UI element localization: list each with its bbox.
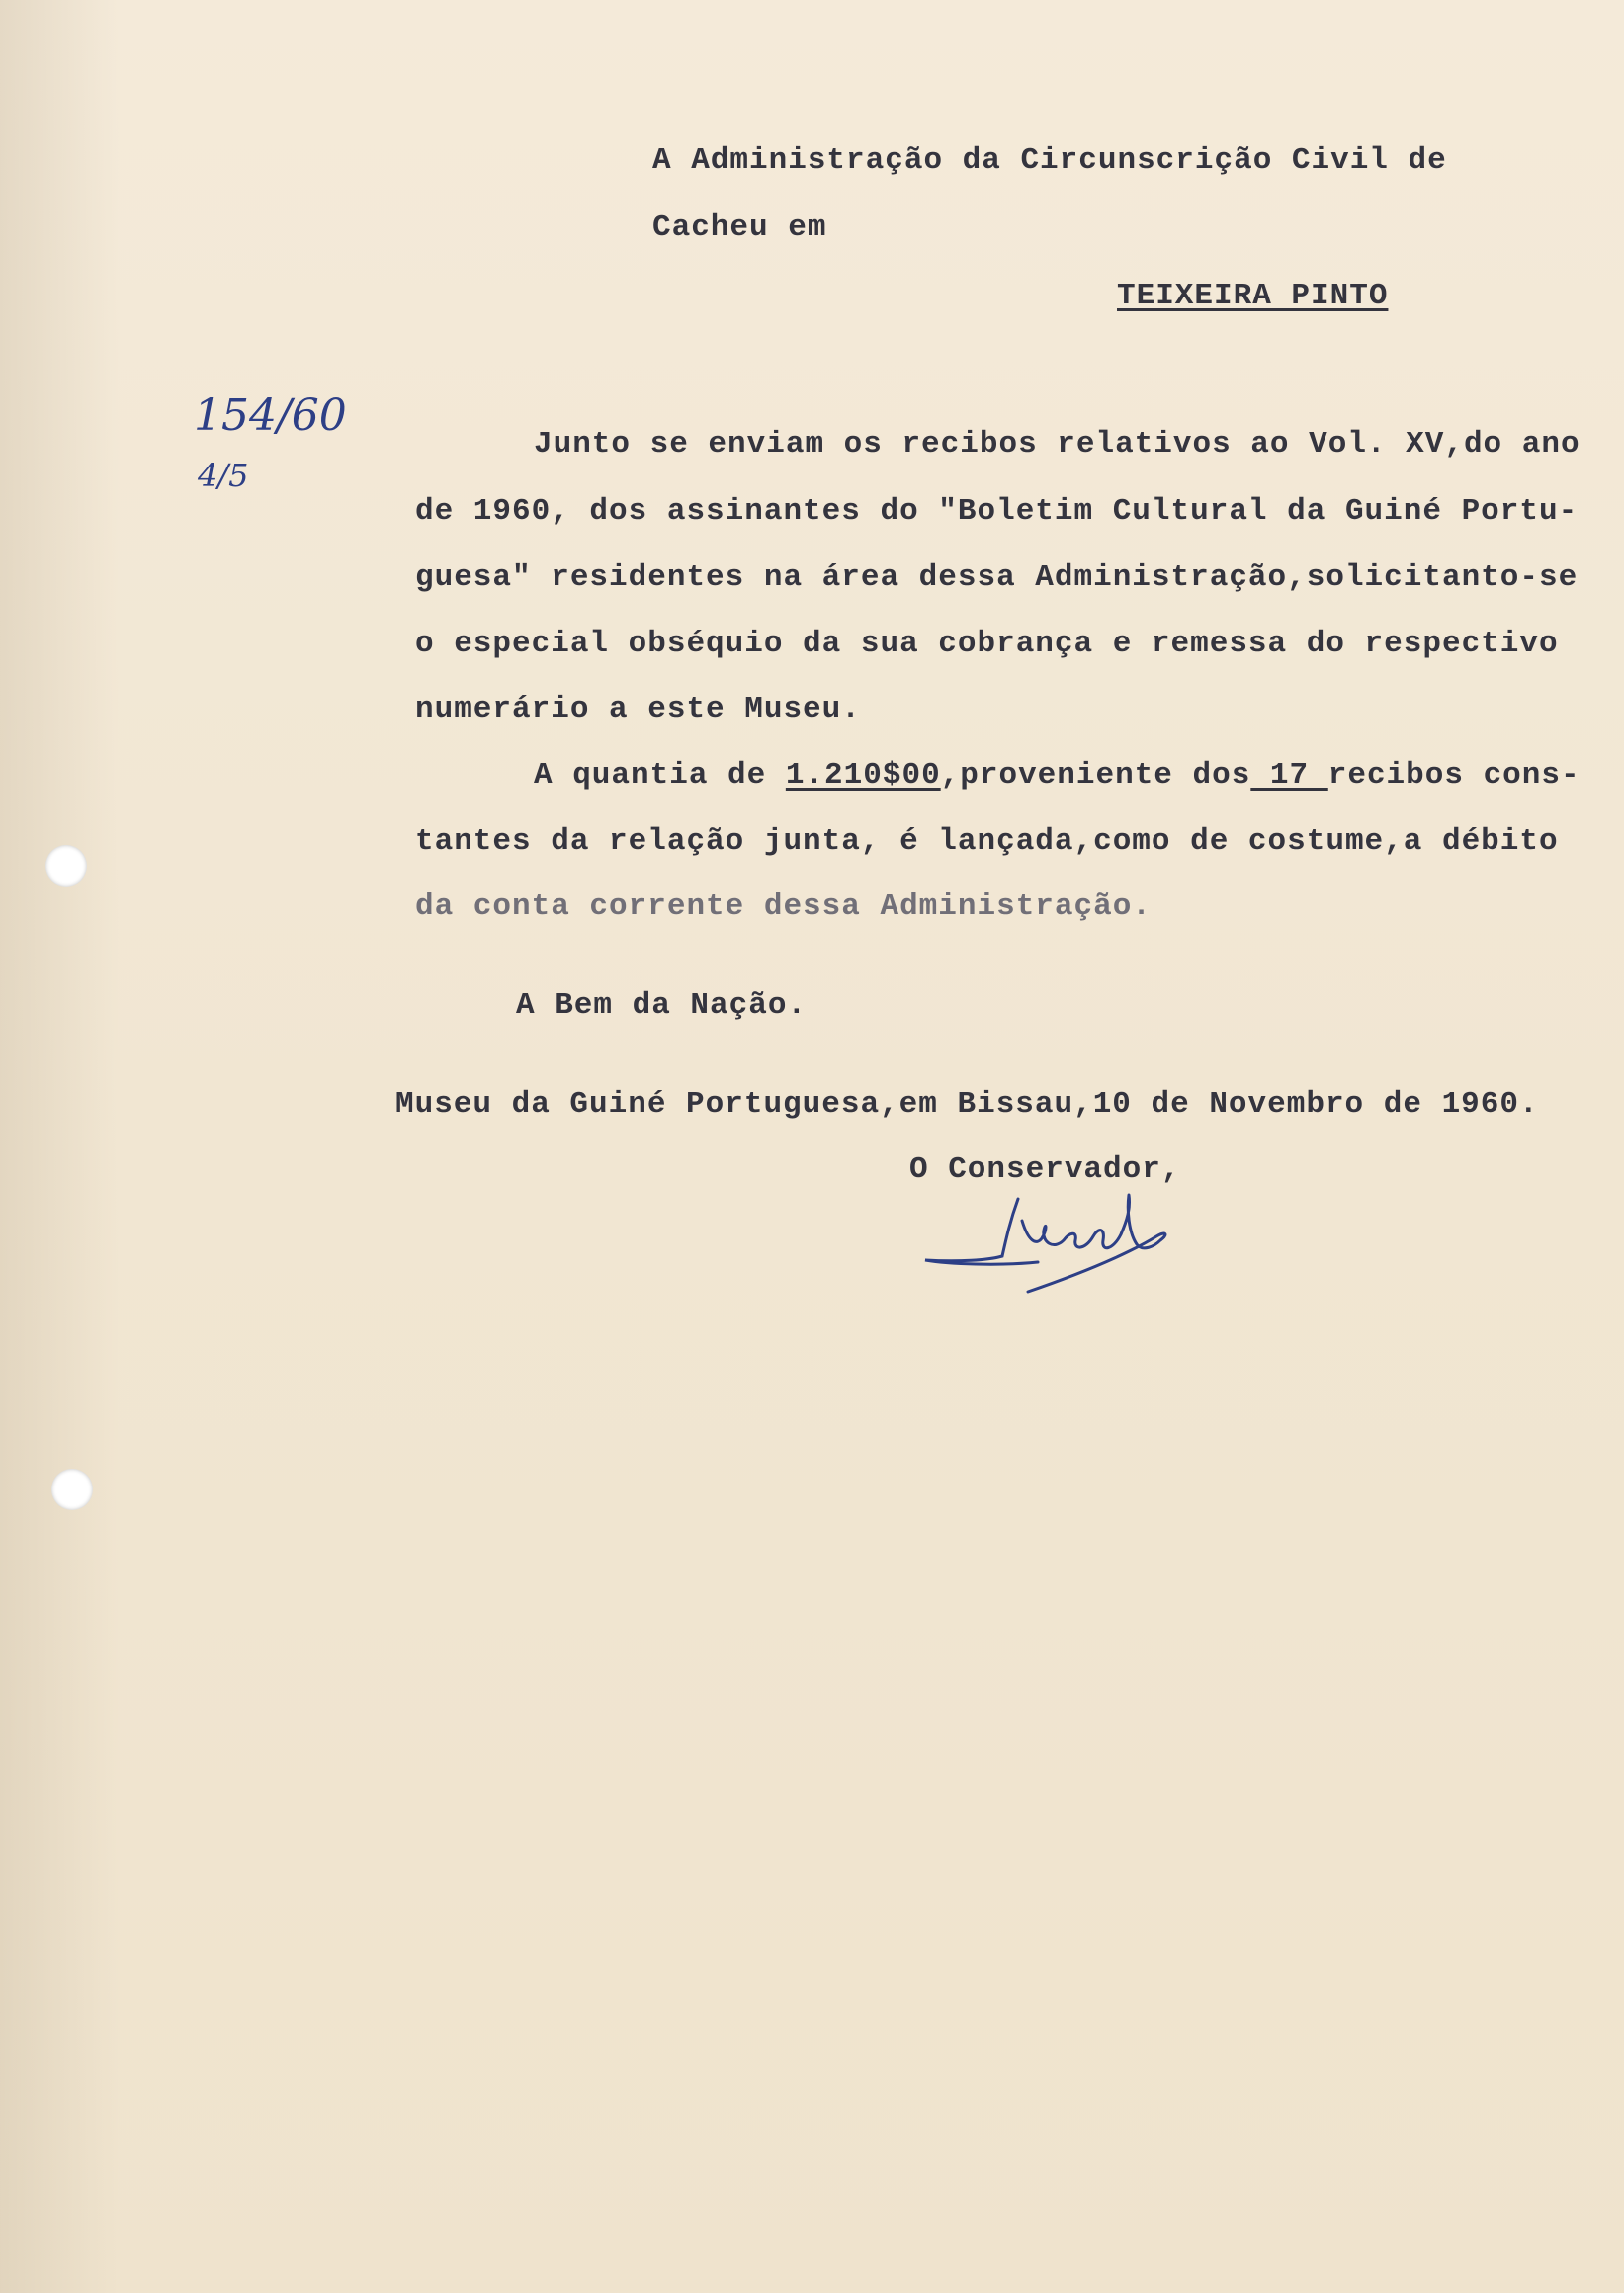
- body-paragraph-1-line-2: de 1960, dos assinantes do "Boletim Cultural da Guiné Portu-: [415, 494, 1579, 529]
- body-paragraph-1-line-4: o especial obséquio da sua cobrança e remessa do respectivo: [415, 627, 1559, 661]
- signature: [919, 1181, 1186, 1295]
- punch-hole-top: [45, 845, 87, 887]
- amount-suffix: recibos cons-: [1327, 758, 1581, 793]
- receipt-count: 17: [1250, 758, 1328, 793]
- amount-value: 1.210$00: [785, 758, 941, 793]
- body-paragraph-1-line-3: guesa" residentes na área dessa Administração,solicitanto-se: [415, 560, 1579, 595]
- amount-middle: ,proveniente dos: [940, 758, 1251, 793]
- punch-hole-bottom: [51, 1469, 93, 1510]
- body-paragraph-1-line-1: Junto se enviam os recibos relativos ao Vol. XV,do ano: [534, 427, 1581, 462]
- signature-strokes: [919, 1181, 1186, 1295]
- body-paragraph-2-line-1: [534, 758, 1581, 793]
- body-paragraph-1-line-5: numerário a este Museu.: [415, 692, 861, 726]
- recipient-line-2: Cacheu em: [652, 211, 827, 245]
- body-paragraph-2-line-3: da conta corrente dessa Administração.: [415, 890, 1152, 924]
- place-and-date: Museu da Guiné Portuguesa,em Bissau,10 de Novembro de 1960.: [395, 1087, 1539, 1122]
- reference-number: 154/60: [194, 390, 347, 441]
- recipient-destination: TEIXEIRA PINTO: [1117, 279, 1389, 313]
- body-paragraph-2-line-2: tantes da relação junta, é lançada,como de costume,a débito: [415, 824, 1559, 859]
- paper-edge-shadow: [0, 0, 119, 2293]
- amount-prefix: A quantia de: [534, 758, 786, 793]
- recipient-line-1: A Administração da Circunscrição Civil de: [652, 143, 1447, 178]
- reference-sub: 4/5: [198, 457, 249, 494]
- signatory-role: O Conservador,: [909, 1152, 1181, 1187]
- salutation: A Bem da Nação.: [516, 988, 808, 1023]
